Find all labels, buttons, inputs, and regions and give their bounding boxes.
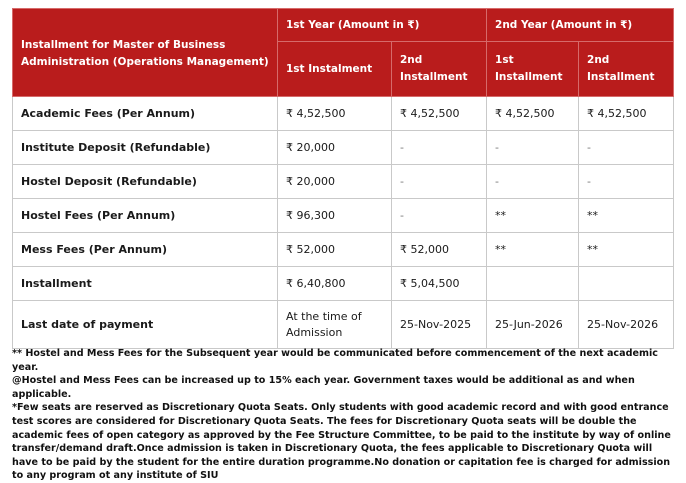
- footnotes: [12, 347, 676, 483]
- y1-first-installment-header: 1st Instalment: [278, 42, 392, 97]
- cell-y2-second: **: [579, 233, 674, 267]
- cell-y2-first: -: [487, 131, 579, 165]
- table-row: [13, 131, 674, 165]
- table-row: [13, 301, 674, 349]
- cell-y1-first: ₹ 20,000: [278, 131, 392, 165]
- row-label: Last date of payment: [13, 301, 278, 349]
- row-label: Installment: [13, 267, 278, 301]
- cell-y2-first: 25-Jun-2026: [487, 301, 579, 349]
- table-row: [13, 233, 674, 267]
- fee-structure-table: [12, 8, 674, 349]
- footnote-hostel-mess: ** Hostel and Mess Fees for the Subsequent year would be communicated before commencement of the next academic year.: [12, 348, 658, 373]
- program-title-header: Installment for Master of Business Administration (Operations Management): [13, 9, 278, 97]
- row-label: Academic Fees (Per Annum): [13, 97, 278, 131]
- cell-y2-second: -: [579, 165, 674, 199]
- cell-y1-first: ₹ 6,40,800: [278, 267, 392, 301]
- cell-y1-first: At the time of Admission: [278, 301, 392, 349]
- cell-y2-first: **: [487, 233, 579, 267]
- footnote-fee-increase: @Hostel and Mess Fees can be increased up to 15% each year. Government taxes would be additional as and when applicable.: [12, 375, 635, 400]
- y1-second-installment-header: 2nd Installment: [392, 42, 487, 97]
- cell-y1-second: -: [392, 131, 487, 165]
- cell-y1-second: ₹ 4,52,500: [392, 97, 487, 131]
- table-row: [13, 267, 674, 301]
- cell-y2-first: ₹ 4,52,500: [487, 97, 579, 131]
- cell-y1-first: ₹ 4,52,500: [278, 97, 392, 131]
- cell-y1-second: 25-Nov-2025: [392, 301, 487, 349]
- cell-y2-second: [579, 267, 674, 301]
- row-label: Hostel Fees (Per Annum): [13, 199, 278, 233]
- row-label: Institute Deposit (Refundable): [13, 131, 278, 165]
- cell-y2-first: -: [487, 165, 579, 199]
- table-row: [13, 165, 674, 199]
- row-label: Mess Fees (Per Annum): [13, 233, 278, 267]
- year1-header: 1st Year (Amount in ₹): [278, 9, 487, 42]
- cell-y2-second: -: [579, 131, 674, 165]
- cell-y1-first: ₹ 52,000: [278, 233, 392, 267]
- table-row: [13, 199, 674, 233]
- cell-y1-first: ₹ 20,000: [278, 165, 392, 199]
- table-row: [13, 97, 674, 131]
- y2-first-installment-header: 1st Installment: [487, 42, 579, 97]
- row-label: Hostel Deposit (Refundable): [13, 165, 278, 199]
- cell-y1-second: -: [392, 199, 487, 233]
- y2-second-installment-header: 2nd Installment: [579, 42, 674, 97]
- footnote-discretionary-quota: *Few seats are reserved as Discretionary Quota Seats. Only students with good academic record and with good entrance test scores are considered for Discretionary Quota Seats. The fees for Discretionary Quota seats will be double the academic fees of open category as approved by the Fee Structure Committee, to be paid to the institute by way of online transfer/demand draft.Once admission is taken in Discretionary Quota, the fees applicable to Discretionary Quota will have to be paid by the student for the entire duration programme.No donation or capitation fee is charged for admission to any program ot any institute of SIU: [12, 402, 671, 482]
- cell-y2-second: **: [579, 199, 674, 233]
- cell-y1-second: -: [392, 165, 487, 199]
- cell-y2-second: ₹ 4,52,500: [579, 97, 674, 131]
- cell-y1-second: ₹ 5,04,500: [392, 267, 487, 301]
- cell-y2-first: **: [487, 199, 579, 233]
- year2-header: 2nd Year (Amount in ₹): [487, 9, 674, 42]
- cell-y2-first: [487, 267, 579, 301]
- cell-y1-first: ₹ 96,300: [278, 199, 392, 233]
- cell-y2-second: 25-Nov-2026: [579, 301, 674, 349]
- cell-y1-second: ₹ 52,000: [392, 233, 487, 267]
